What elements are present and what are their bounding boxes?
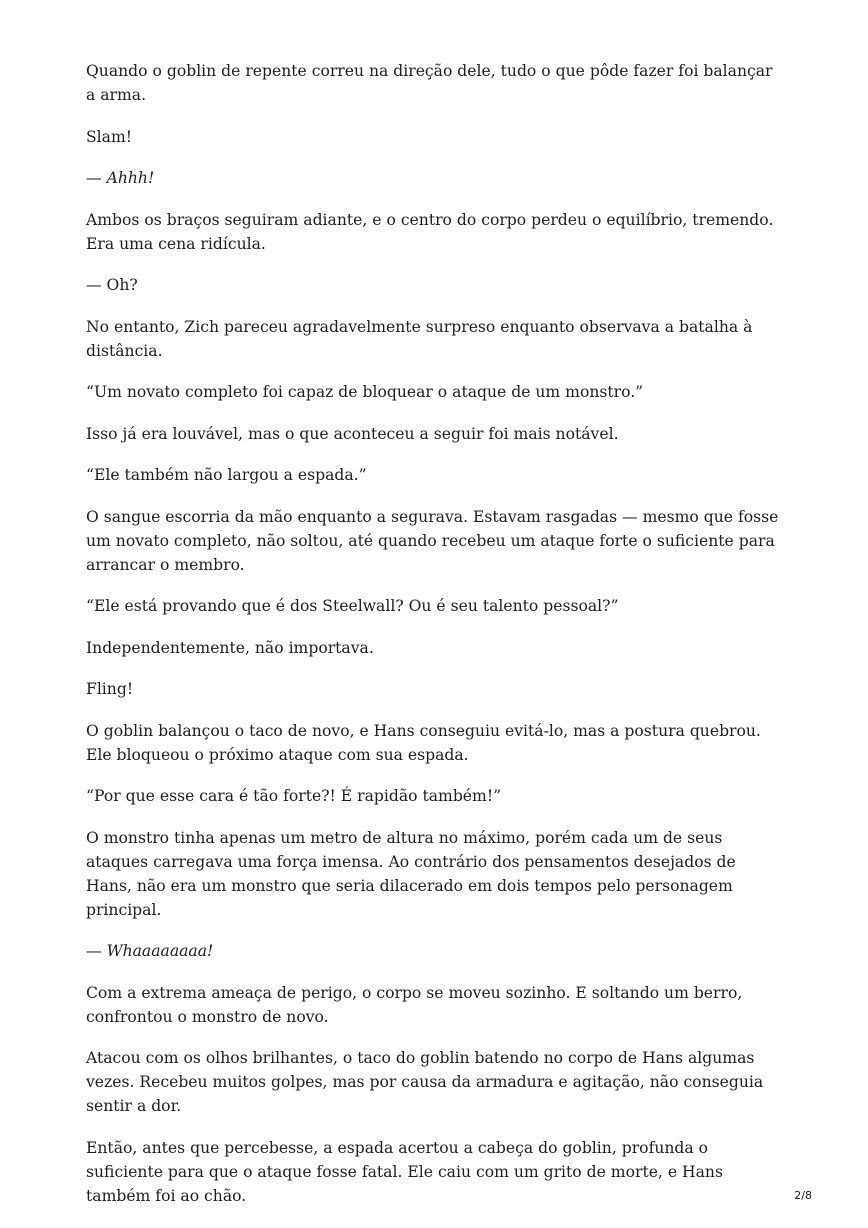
document-body [86, 59, 786, 1225]
dialogue-dash: — [86, 942, 107, 960]
paragraph-7: “Um novato completo foi capaz de bloquear o ataque de um monstro.” [86, 383, 644, 401]
paragraph-18: Com a extrema ameaça de perigo, o corpo se moveu sozinho. E soltando um berro, confrontou o monstro de novo. [86, 983, 743, 1026]
paragraph-15: “Por que esse cara é tão forte?! É rapidão também!” [86, 787, 502, 805]
paragraph-12: Independentemente, não importava. [86, 638, 374, 657]
paragraph-6: No entanto, Zich pareceu agradavelmente surpreso enquanto observava a batalha à distância. [86, 317, 753, 360]
paragraph-17 [86, 939, 786, 963]
paragraph-11: “Ele está provando que é dos Steelwall? Ou é seu talento pessoal?” [86, 597, 619, 615]
paragraph-8: Isso já era louvável, mas o que aconteceu a seguir foi mais notável. [86, 424, 619, 443]
paragraph-20: Então, antes que percebesse, a espada acertou a cabeça do goblin, profunda o suficiente para que o ataque fosse fatal. Ele caiu com um grito de morte, e Hans também foi ao chão. [86, 1138, 723, 1205]
paragraph-9: “Ele também não largou a espada.” [86, 466, 367, 484]
paragraph-19: Atacou com os olhos brilhantes, o taco do goblin batendo no corpo de Hans algumas vezes. Recebeu muitos golpes, mas por causa da armadura e agitação, não conseguia sentir a dor. [86, 1049, 764, 1115]
page-number: 2/8 [794, 1189, 812, 1202]
paragraph-13: Fling! [86, 680, 134, 698]
paragraph-16: O monstro tinha apenas um metro de altura no máximo, porém cada um de seus ataques carregava uma força imensa. Ao contrário dos pensamentos desejados de Hans, não era um monstro que seria dilacerado em dois tempos pelo personagem principal. [86, 828, 736, 919]
italic-shout: Ahhh! [106, 169, 155, 187]
paragraph-4: Ambos os braços seguiram adiante, e o centro do corpo perdeu o equilíbrio, tremendo. Era uma cena ridícula. [86, 210, 774, 253]
paragraph-3 [86, 166, 786, 190]
dialogue-dash: — [86, 169, 107, 187]
paragraph-10: O sangue escorria da mão enquanto a segurava. Estavam rasgadas — mesmo que fosse um novato completo, não soltou, até quando recebeu um ataque forte o suficiente para arrancar o membro. [86, 507, 779, 574]
paragraph-2: Slam! [86, 127, 133, 146]
paragraph-1: Quando o goblin de repente correu na direção dele, tudo o que pôde fazer foi balançar a arma. [86, 62, 773, 104]
paragraph-14: O goblin balançou o taco de novo, e Hans conseguiu evitá-lo, mas a postura quebrou. Ele bloqueou o próximo ataque com sua espada. [86, 721, 761, 764]
italic-shout: Whaaaaaaaa! [106, 942, 214, 960]
paragraph-5: — Oh? [86, 276, 138, 294]
